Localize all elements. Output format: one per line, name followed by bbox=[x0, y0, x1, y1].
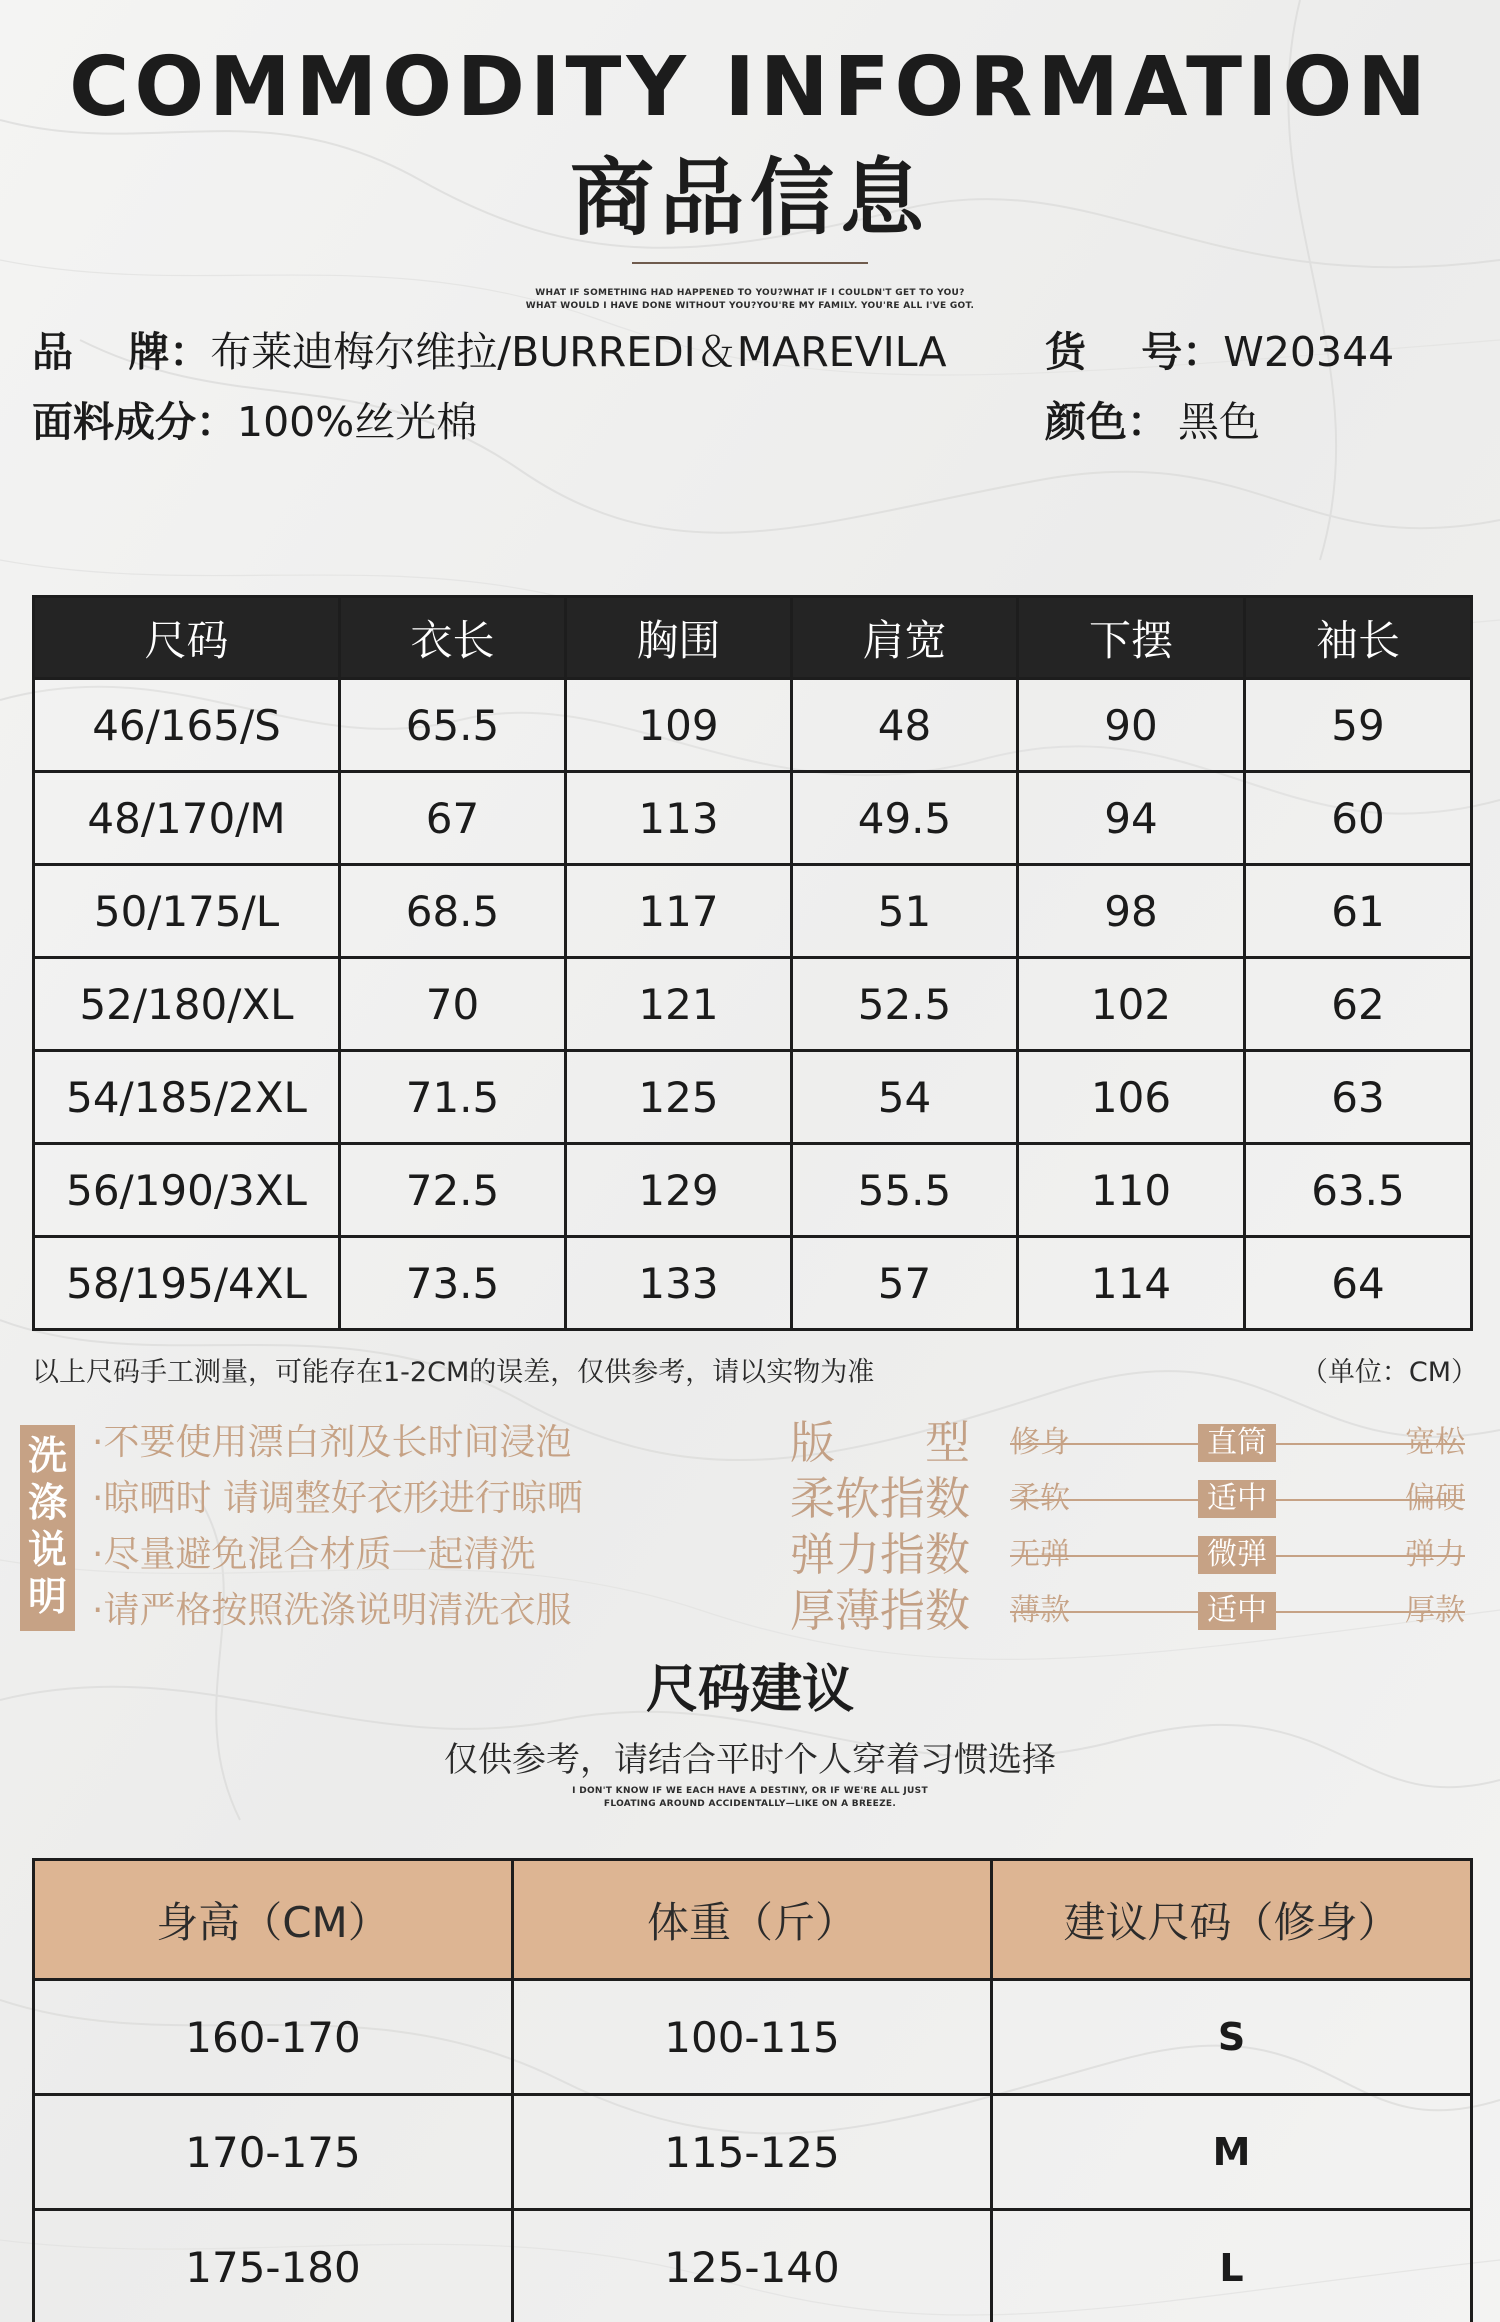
table-cell: 63 bbox=[1245, 1051, 1472, 1144]
table-cell: 113 bbox=[566, 772, 792, 865]
table-cell: 109 bbox=[566, 679, 792, 772]
table-cell: 57 bbox=[792, 1237, 1018, 1330]
table-cell: 59 bbox=[1245, 679, 1472, 772]
table-cell: 58/195/4XL bbox=[34, 1237, 340, 1330]
index-option-right: 弹力 bbox=[1405, 1537, 1465, 1572]
index-option-right: 宽松 bbox=[1405, 1425, 1465, 1460]
index-option-left: 柔软 bbox=[1010, 1481, 1070, 1516]
table-row bbox=[34, 865, 1472, 958]
wash-instructions-badge bbox=[20, 1425, 75, 1631]
wash-badge-char: 说 bbox=[27, 1528, 67, 1573]
table-cell: 160-170 bbox=[34, 1980, 513, 2095]
table-cell: 62 bbox=[1245, 958, 1472, 1051]
index-option-selected: 适中 bbox=[1198, 1480, 1276, 1518]
table-cell: 68.5 bbox=[340, 865, 566, 958]
recommend-tagline-1: I DON'T KNOW IF WE EACH HAVE A DESTINY, OR IF WE'RE ALL JUST bbox=[572, 1786, 928, 1796]
wash-badge-char: 明 bbox=[27, 1575, 67, 1620]
table-cell: 52/180/XL bbox=[34, 958, 340, 1051]
table-cell: 50/175/L bbox=[34, 865, 340, 958]
table-cell: 48/170/M bbox=[34, 772, 340, 865]
table-cell: 51 bbox=[792, 865, 1018, 958]
table-row bbox=[34, 2095, 1472, 2210]
wash-line: ·不要使用漂白剂及长时间浸泡 bbox=[92, 1422, 572, 1463]
brand-value: 布莱迪梅尔维拉/BURREDI＆MAREVILA bbox=[210, 328, 947, 376]
index-label: 版型 bbox=[790, 1416, 970, 1469]
table-cell: 61 bbox=[1245, 865, 1472, 958]
table-cell: 48 bbox=[792, 679, 1018, 772]
header-weight: 体重（斤） bbox=[513, 1860, 992, 1980]
table-cell: 67 bbox=[340, 772, 566, 865]
table-cell: 125-140 bbox=[513, 2210, 992, 2322]
recommend-title: 尺码建议 bbox=[645, 1660, 854, 1720]
table-cell: 72.5 bbox=[340, 1144, 566, 1237]
table-cell: 46/165/S bbox=[34, 679, 340, 772]
table-row bbox=[34, 958, 1472, 1051]
brand-label: 品 牌： bbox=[32, 328, 211, 376]
index-option-selected: 直筒 bbox=[1198, 1424, 1276, 1462]
table-cell: 56/190/3XL bbox=[34, 1144, 340, 1237]
fabric-label: 面料成分： bbox=[32, 398, 237, 446]
table-cell: 102 bbox=[1018, 958, 1245, 1051]
table-cell: 133 bbox=[566, 1237, 792, 1330]
wash-line: ·请严格按照洗涤说明清洗衣服 bbox=[92, 1590, 572, 1631]
table-cell: 115-125 bbox=[513, 2095, 992, 2210]
table-cell: 90 bbox=[1018, 679, 1245, 772]
table-cell: S bbox=[992, 1980, 1472, 2095]
table-cell: 129 bbox=[566, 1144, 792, 1237]
table-cell: 125 bbox=[566, 1051, 792, 1144]
index-option-left: 修身 bbox=[1010, 1425, 1070, 1460]
recommend-subtitle: 仅供参考，请结合平时个人穿着习惯选择 bbox=[444, 1740, 1056, 1780]
index-option-left: 无弹 bbox=[1010, 1537, 1070, 1572]
table-cell: 114 bbox=[1018, 1237, 1245, 1330]
index-label: 厚薄指数 bbox=[790, 1584, 971, 1637]
table-cell: 71.5 bbox=[340, 1051, 566, 1144]
measurement-note: 以上尺码手工测量，可能存在1-2CM的误差，仅供参考，请以实物为准 bbox=[32, 1357, 875, 1388]
wash-line: ·晾晒时 请调整好衣形进行晾晒 bbox=[92, 1478, 583, 1519]
color-label: 颜色： bbox=[1045, 398, 1168, 446]
fabric-row bbox=[32, 396, 477, 448]
table-cell: 100-115 bbox=[513, 1980, 992, 2095]
table-cell: 64 bbox=[1245, 1237, 1472, 1330]
table-cell: M bbox=[992, 2095, 1472, 2210]
table-cell: 49.5 bbox=[792, 772, 1018, 865]
table-row bbox=[34, 2210, 1472, 2322]
table-cell: 52.5 bbox=[792, 958, 1018, 1051]
table-cell: 98 bbox=[1018, 865, 1245, 958]
recommend-header-row bbox=[34, 1860, 1472, 1980]
title-divider bbox=[632, 262, 868, 264]
item-number-value: W20344 bbox=[1223, 328, 1395, 376]
header-suggested-size: 建议尺码（修身） bbox=[992, 1860, 1472, 1980]
table-cell: 54 bbox=[792, 1051, 1018, 1144]
tagline-line-2: WHAT WOULD I HAVE DONE WITHOUT YOU?YOU'RE MY FAMILY. YOU'RE ALL I'VE GOT. bbox=[525, 301, 975, 311]
table-cell: 94 bbox=[1018, 772, 1245, 865]
chinese-title: 商品信息 bbox=[569, 149, 930, 247]
recommend-tagline-2: FLOATING AROUND ACCIDENTALLY—LIKE ON A BREEZE. bbox=[603, 1799, 897, 1809]
table-row bbox=[34, 772, 1472, 865]
table-cell: 106 bbox=[1018, 1051, 1245, 1144]
table-cell: 65.5 bbox=[340, 679, 566, 772]
table-cell: 175-180 bbox=[34, 2210, 513, 2322]
index-option-right: 偏硬 bbox=[1405, 1481, 1465, 1516]
table-cell: 70 bbox=[340, 958, 566, 1051]
table-cell: 110 bbox=[1018, 1144, 1245, 1237]
color-value: 黑色 bbox=[1178, 398, 1260, 446]
table-row bbox=[34, 1144, 1472, 1237]
size-recommendation-table bbox=[32, 1858, 1473, 2322]
header-shoulder: 肩宽 bbox=[792, 597, 1018, 679]
table-cell: 117 bbox=[566, 865, 792, 958]
header-hem: 下摆 bbox=[1018, 597, 1245, 679]
table-cell: 121 bbox=[566, 958, 792, 1051]
brand-row bbox=[32, 326, 947, 378]
color-row bbox=[1045, 396, 1260, 448]
wash-badge-char: 洗 bbox=[27, 1434, 67, 1479]
table-row bbox=[34, 1051, 1472, 1144]
index-option-selected: 适中 bbox=[1198, 1592, 1276, 1630]
table-cell: L bbox=[992, 2210, 1472, 2322]
header-size: 尺码 bbox=[34, 597, 340, 679]
size-chart-header-row bbox=[34, 597, 1472, 679]
table-cell: 55.5 bbox=[792, 1144, 1018, 1237]
header-height: 身高（CM） bbox=[34, 1860, 513, 1980]
table-cell: 170-175 bbox=[34, 2095, 513, 2210]
table-cell: 73.5 bbox=[340, 1237, 566, 1330]
index-option-selected: 微弹 bbox=[1198, 1536, 1276, 1574]
english-title: COMMODITY INFORMATION bbox=[69, 40, 1431, 135]
index-label: 柔软指数 bbox=[790, 1472, 971, 1525]
item-number-label: 货 号： bbox=[1045, 328, 1224, 376]
index-option-right: 厚款 bbox=[1405, 1593, 1465, 1628]
table-cell: 60 bbox=[1245, 772, 1472, 865]
header-sleeve: 袖长 bbox=[1245, 597, 1472, 679]
table-row bbox=[34, 1237, 1472, 1330]
table-cell: 63.5 bbox=[1245, 1144, 1472, 1237]
table-row bbox=[34, 679, 1472, 772]
fabric-value: 100%丝光棉 bbox=[237, 398, 478, 446]
tagline-line-1: WHAT IF SOMETHING HAD HAPPENED TO YOU?WHAT IF I COULDN'T GET TO YOU? bbox=[535, 288, 965, 298]
header-chest: 胸围 bbox=[566, 597, 792, 679]
wash-badge-char: 涤 bbox=[27, 1481, 67, 1526]
size-chart-table bbox=[32, 595, 1473, 1331]
index-label: 弹力指数 bbox=[790, 1528, 971, 1581]
table-cell: 54/185/2XL bbox=[34, 1051, 340, 1144]
table-row bbox=[34, 1980, 1472, 2095]
header-length: 衣长 bbox=[340, 597, 566, 679]
wash-line: ·尽量避免混合材质一起清洗 bbox=[92, 1534, 536, 1575]
unit-note: （单位：CM） bbox=[1300, 1357, 1478, 1388]
item-number-row bbox=[1045, 326, 1394, 378]
index-option-left: 薄款 bbox=[1010, 1593, 1070, 1628]
